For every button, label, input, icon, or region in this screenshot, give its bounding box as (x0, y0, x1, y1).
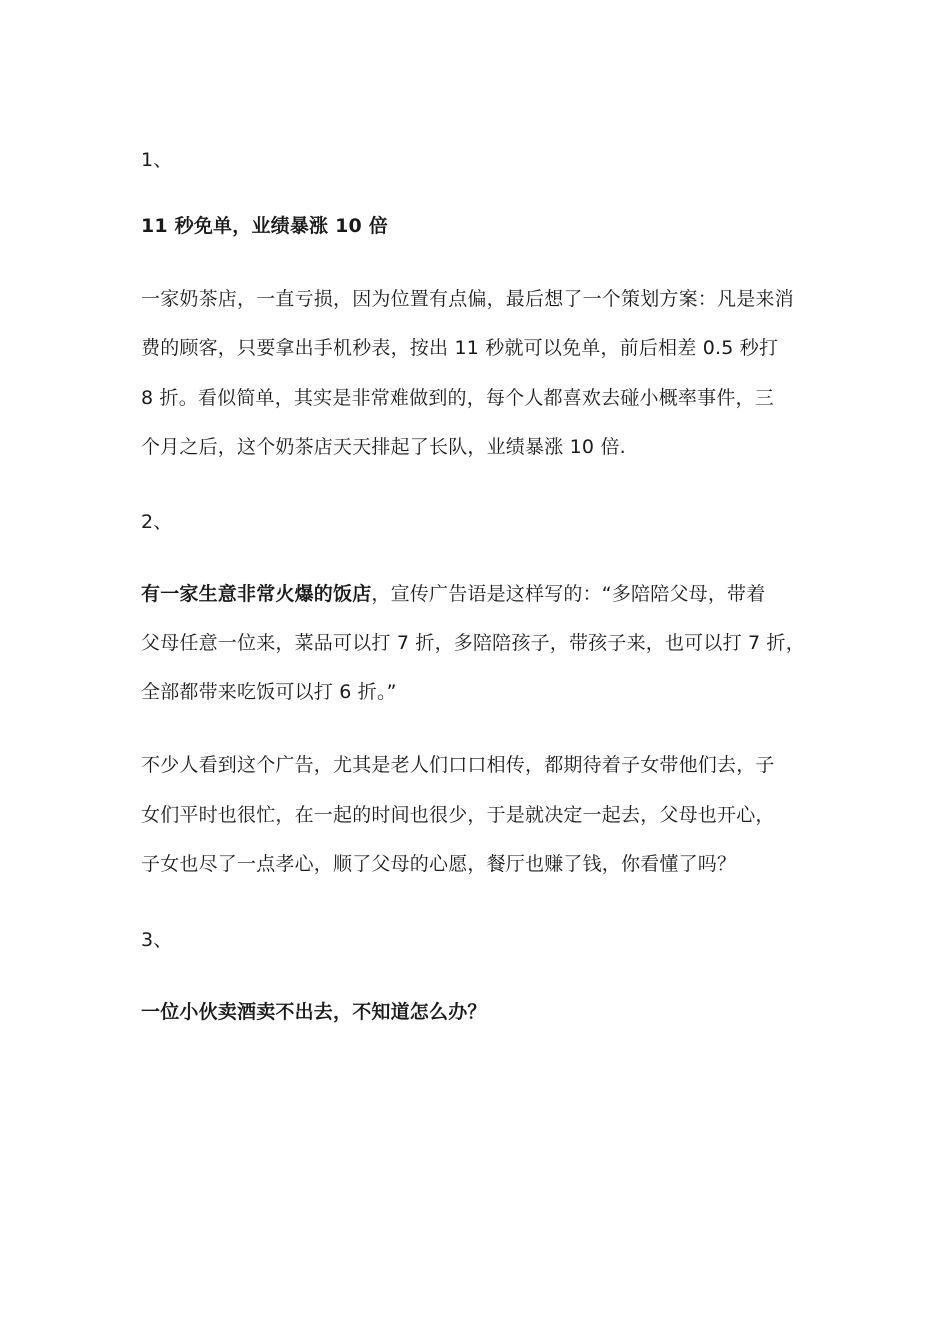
section-2-number: 2、 (141, 511, 173, 533)
section-1-paragraph-line: 8 折。看似简单，其实是非常难做到的，每个人都喜欢去碰小概率事件，三 (141, 387, 774, 409)
section-2-paragraph-1-line: 全部都带来吃饭可以打 6 折。” (141, 681, 397, 703)
section-2-paragraph-2-line: 女们平时也很忙，在一起的时间也很少，于是就决定一起去，父母也开心， (141, 804, 775, 826)
section-3-number: 3、 (141, 929, 173, 951)
section-1-paragraph-line: 一家奶茶店，一直亏损，因为位置有点偏，最后想了一个策划方案：凡是来消 (141, 288, 794, 310)
section-2-paragraph-2-line: 子女也尽了一点孝心，顺了父母的心愿，餐厅也赚了钱，你看懂了吗？ (141, 853, 737, 875)
section-2-paragraph-1-line: 父母任意一位来，菜品可以打 7 折，多陪陪孩子，带孩子来，也可以打 7 折， (141, 632, 805, 654)
section-1-number: 1、 (141, 149, 173, 171)
section-2-paragraph-1-line (141, 582, 765, 606)
section-3-heading: 一位小伙卖酒卖不出去，不知道怎么办？ (141, 1001, 487, 1023)
section-2-line-1-rest: ，宣传广告语是这样写的：“多陪陪父母，带着 (371, 583, 766, 605)
section-1-paragraph-line: 费的顾客，只要拿出手机秒表，按出 11 秒就可以免单，前后相差 0.5 秒打 (141, 337, 779, 359)
section-1-heading: 11 秒免单，业绩暴涨 10 倍 (141, 215, 388, 237)
section-1-paragraph-line: 个月之后，这个奶茶店天天排起了长队，业绩暴涨 10 倍. (141, 436, 626, 458)
section-2-paragraph-2-line: 不少人看到这个广告，尤其是老人们口口相传，都期待着子女带他们去，子 (141, 754, 775, 776)
section-2-bold-lead: 有一家生意非常火爆的饭店 (141, 583, 372, 605)
